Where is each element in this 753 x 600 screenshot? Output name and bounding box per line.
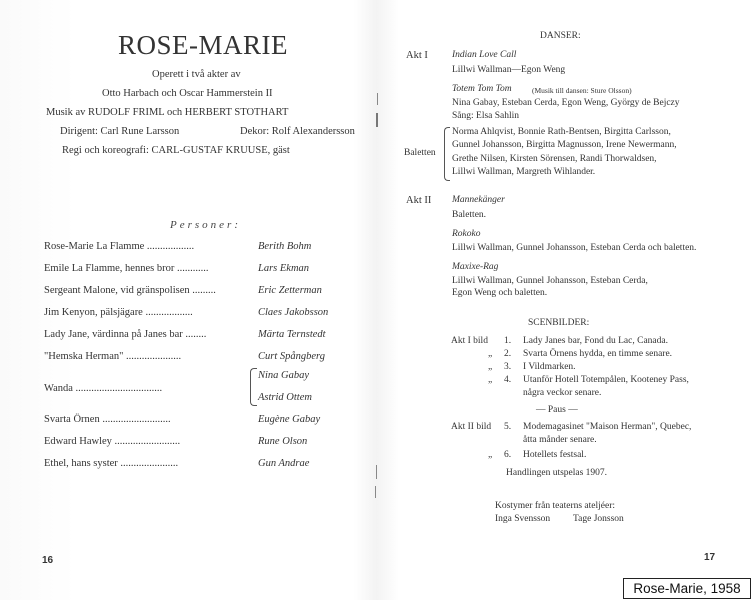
cast-role: Ethel, hans syster ...................... — [44, 458, 179, 469]
page-title: ROSE-MARIE — [118, 30, 289, 60]
cast-role: Lady Jane, värdinna på Janes bar ........ — [44, 329, 207, 340]
cast-actor: Claes Jakobsson — [258, 307, 329, 318]
dance-performers: Egon Weng och baletten. — [452, 288, 548, 298]
gutter-mark — [376, 113, 378, 127]
scene-number: 6. — [504, 450, 512, 460]
cast-role: Svarta Örnen .......................... — [44, 414, 171, 425]
scene-prefix: „ — [488, 349, 493, 359]
cast-role: Sergeant Malone, vid gränspolisen ......... — [44, 285, 216, 296]
scene-prefix: Akt I bild — [451, 336, 488, 346]
scene-text: I Vildmarken. — [523, 362, 576, 372]
cast-role: Wanda ................................. — [44, 383, 163, 394]
scene-text: Lady Janes bar, Fond du Lac, Canada. — [523, 336, 668, 346]
scene-prefix: Akt II bild — [451, 422, 492, 432]
scene-prefix: „ — [488, 362, 493, 372]
cast-role: Jim Kenyon, pälsjägare .................. — [44, 307, 193, 318]
ballet-line: Norma Ahlqvist, Bonnie Rath-Bentsen, Birgitta Carlsson, — [452, 127, 671, 137]
dances-heading: DANSER: — [540, 31, 581, 41]
cast-actor: Astrid Ottem — [258, 392, 312, 403]
authors: Otto Harbach och Oscar Hammerstein II — [102, 88, 273, 99]
cast-actor: Märta Ternstedt — [258, 329, 326, 340]
ballet-line: Gunnel Johansson, Birgitta Magnusson, Irene Newermann, — [452, 140, 677, 150]
cast-actor: Nina Gabay — [258, 370, 310, 381]
scene-number: 3. — [504, 362, 512, 372]
cast-actor: Gun Andrae — [258, 458, 310, 469]
dance-performers: Nina Gabay, Esteban Cerda, Egon Weng, György de Bejczy — [452, 98, 680, 108]
setting-note: Handlingen utspelas 1907. — [506, 468, 608, 478]
intermission: — Paus — — [536, 405, 578, 415]
ballet-label: Baletten — [404, 148, 436, 158]
act-label: Akt II — [406, 195, 432, 206]
dance-title: Indian Love Call — [452, 50, 517, 60]
dance-singer: Sång: Elsa Sahlin — [452, 111, 520, 121]
cast-role: Emile La Flamme, hennes bror ............ — [44, 263, 209, 274]
scene-text: Svarta Örnens hydda, en timme senare. — [523, 349, 673, 359]
dance-performers: Lillwi Wallman, Gunnel Johansson, Esteban Cerda och baletten. — [452, 243, 697, 253]
scene-text: några veckor senare. — [523, 388, 602, 398]
scene-number: 1. — [504, 336, 512, 346]
ballet-brace — [444, 127, 450, 181]
cast-actor: Eugène Gabay — [258, 414, 321, 425]
dance-note: (Musik till dansen: Sture Olsson) — [532, 86, 632, 95]
scenes-heading: SCENBILDER: — [528, 318, 590, 328]
music-credit: Musik av RUDOLF FRIML och HERBERT STOTHART — [46, 107, 289, 118]
scene-number: 5. — [504, 422, 512, 432]
scene-number: 2. — [504, 349, 512, 359]
costumer-name: Tage Jonsson — [573, 514, 624, 524]
dance-performers: Lillwi Wallman—Egon Weng — [452, 65, 566, 75]
direction-credit: Regi och koreografi: CARL-GUSTAF KRUUSE, gäst — [62, 145, 290, 156]
cast-actor: Rune Olson — [258, 436, 308, 447]
cast-actor: Lars Ekman — [258, 263, 310, 274]
dance-performers: Baletten. — [452, 210, 487, 220]
scene-text: Hotellets festsal. — [523, 450, 587, 460]
scene-text: Utanför Hotell Totempålen, Kooteney Pass, — [523, 375, 689, 385]
act-label: Akt I — [406, 50, 428, 61]
conductor-credit: Dirigent: Carl Rune Larsson — [60, 126, 180, 137]
scene-text: åtta månder senare. — [523, 435, 597, 445]
scene-prefix: „ — [488, 450, 493, 460]
scene-number: 4. — [504, 375, 512, 385]
cast-heading: Personer: — [170, 219, 241, 231]
cast-actor: Eric Zetterman — [258, 285, 322, 296]
page-number-right: 17 — [704, 552, 716, 563]
decor-credit: Dekor: Rolf Alexandersson — [240, 126, 355, 137]
cast-role: "Hemska Herman" ..................... — [44, 351, 182, 362]
ballet-line: Lillwi Wallman, Margreth Wihlander. — [452, 167, 596, 177]
dance-title: Rokoko — [452, 229, 481, 239]
dance-performers: Lillwi Wallman, Gunnel Johansson, Esteban Cerda, — [452, 276, 648, 286]
cast-actor: Berith Bohm — [258, 241, 312, 252]
page-number-left: 16 — [42, 555, 54, 566]
dance-title: Maxixe-Rag — [452, 262, 499, 272]
costumes-credit: Kostymer från teaterns ateljéer: — [495, 501, 616, 511]
scene-text: Modemagasinet "Maison Herman", Quebec, — [523, 422, 692, 432]
dance-title: Totem Tom Tom — [452, 84, 512, 94]
cast-role: Rose-Marie La Flamme .................. — [44, 241, 195, 252]
costumer-name: Inga Svensson — [495, 514, 551, 524]
gutter-mark — [376, 465, 377, 479]
gutter-mark — [375, 486, 376, 498]
dance-title: Mannekänger — [452, 195, 505, 205]
ballet-line: Grethe Nilsen, Kirsten Sörensen, Randi Thorwaldsen, — [452, 154, 657, 164]
gutter-mark — [377, 93, 378, 105]
image-caption: Rose-Marie, 1958 — [623, 578, 751, 599]
subtitle: Operett i två akter av — [152, 69, 241, 80]
cast-brace — [250, 368, 257, 406]
cast-actor: Curt Spångberg — [258, 351, 325, 362]
scene-prefix: „ — [488, 375, 493, 385]
cast-role: Edward Hawley ......................... — [44, 436, 181, 447]
